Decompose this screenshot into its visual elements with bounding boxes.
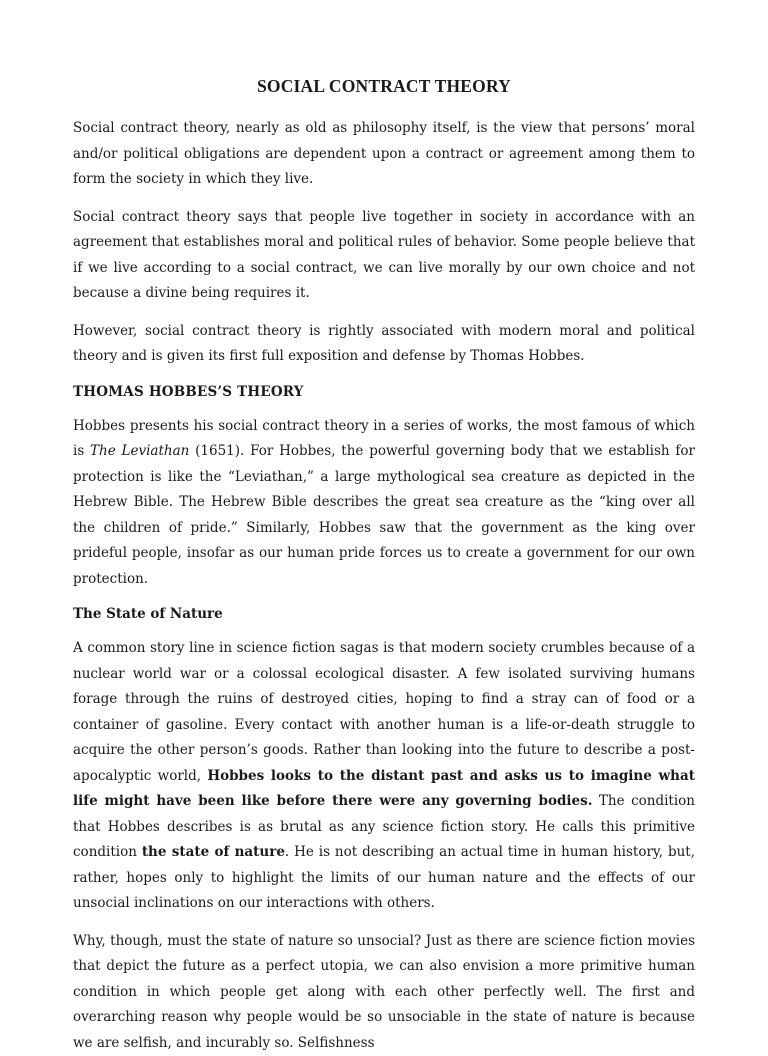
intro-paragraph-3: However, social contract theory is rightly associated with modern moral and political theory and is given its first full exposition and defense by Thomas Hobbes. bbox=[73, 319, 695, 370]
state-of-nature-paragraph-1 bbox=[73, 636, 695, 917]
intro-paragraph-1: Social contract theory, nearly as old as philosophy itself, is the view that persons’ moral and/or political obligations are dependent upon a contract or agreement among them to form the society in which they live. bbox=[73, 116, 695, 193]
emphasis-state-of-nature: the state of nature bbox=[142, 844, 285, 860]
intro-paragraph-2: Social contract theory says that people live together in society in accordance with an agreement that establishes moral and political rules of behavior. Some people believe that if we live according to a social contract, we can live morally by our own choice and not because a divine being requires it. bbox=[73, 205, 695, 307]
state-of-nature-paragraph-2: Why, though, must the state of nature so unsocial? Just as there are science fiction movies that depict the future as a perfect utopia, we can also envision a more primitive human condition in which people get along with each other perfectly well. The first and overarching reason why people would be so unsociable in the state of nature is because we are selfish, and incurably so. Selfishness bbox=[73, 929, 695, 1056]
text-run: Hobbes presents his social contract theory in a series of works, the most famous of which is bbox=[73, 418, 695, 460]
book-title-leviathan: The Leviathan bbox=[90, 443, 189, 459]
text-run: A common story line in science fiction sagas is that modern society crumbles because of a nuclear world war or a colossal ecological disaster. A few isolated surviving humans forage through the ruins of destroyed cities, hoping to find a stray can of food or a container of gasoline. Every contact with another human is a life-or-death struggle to acquire the other person’s goods. Rather than looking into the future to describe a post-apocalyptic world, bbox=[73, 640, 695, 784]
hobbes-theory-paragraph bbox=[73, 414, 695, 593]
section-heading-hobbes-theory: THOMAS HOBBES’S THEORY bbox=[73, 382, 695, 402]
section-heading-state-of-nature: The State of Nature bbox=[73, 604, 695, 624]
text-run: (1651). For Hobbes, the powerful governing body that we establish for protection is like the “Leviathan,” a large mythological sea creature as depicted in the Hebrew Bible. The Hebrew Bible describes the great sea creature as the “king over all the children of pride.” Similarly, Hobbes saw that the government as the king over prideful people, insofar as our human pride forces us to create a government for our own protection. bbox=[73, 443, 695, 587]
text-run: . He is not describing an actual time in human history, but, rather, hopes only to highlight the limits of our human nature and the effects of our unsocial inclinations on our interactions with others. bbox=[73, 844, 695, 911]
text-run: The condition that Hobbes describes is as brutal as any science fiction story. He calls this primitive condition bbox=[73, 793, 695, 860]
document-title: SOCIAL CONTRACT THEORY bbox=[73, 76, 695, 96]
emphasis-distant-past: Hobbes looks to the distant past and asks us to imagine what life might have been like before there were any governing bodies. bbox=[73, 768, 695, 810]
